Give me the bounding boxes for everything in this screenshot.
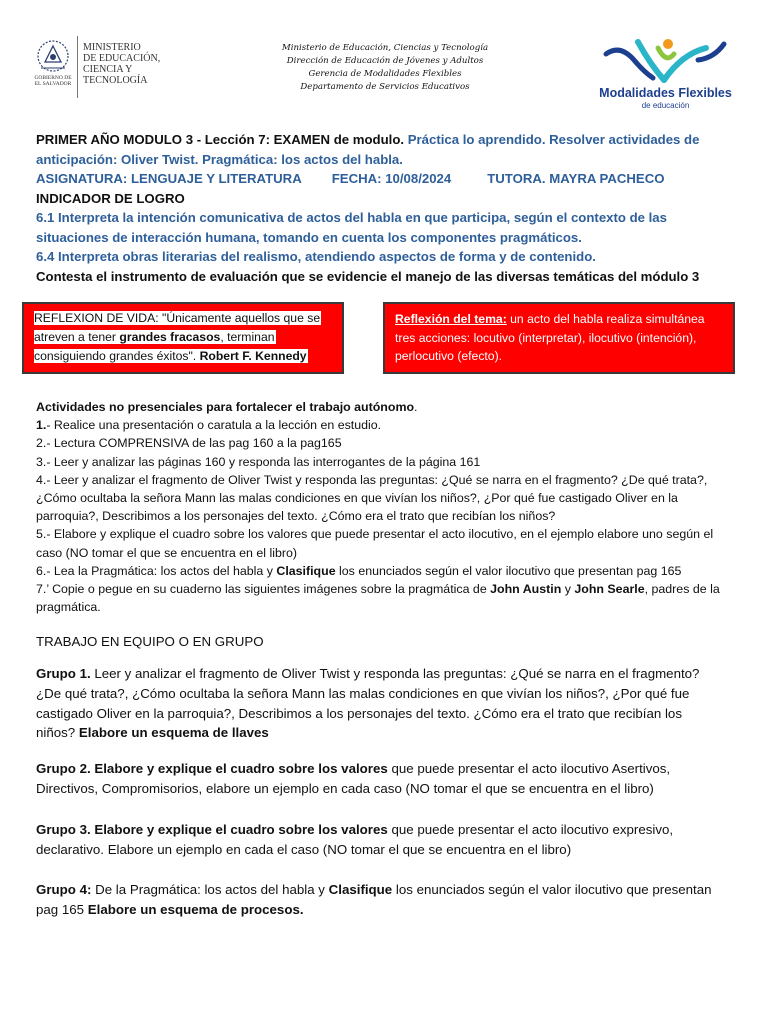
list-item-cont: caso (NO tomar el que se encuentra en el libro) [36, 545, 298, 560]
list-item: 2.- Lectura COMPRENSIVA de las pag 160 a la pag165 [36, 436, 342, 451]
group-task: Elabore un esquema de llaves [78, 725, 269, 741]
list-item-cont: pragmática. [36, 600, 101, 615]
achievement-indicator-heading: INDICADOR DE LOGRO [36, 190, 185, 206]
group-text: declarativo. Elabore un ejemplo en cada el caso (NO tomar el que se encuentra en el libro) [36, 841, 572, 857]
lesson-title [36, 130, 736, 286]
ministry-name [83, 42, 160, 86]
activities-list [36, 398, 736, 616]
activity-text: 6.- Lea la Pragmática: los actos del habla y [36, 563, 277, 578]
group-text: Leer y analizar el fragmento de Oliver Twist y responda las preguntas: ¿Qué se narra en el fragmento? [90, 666, 700, 681]
activity-text: los enunciados según el valor ilocutivo que presentan pag 165 [335, 563, 682, 578]
activities-heading: Actividades no presenciales para fortalecer el trabajo autónomo [36, 400, 415, 414]
ministry-line: MINISTERIO [83, 42, 141, 53]
activity-text: y [561, 582, 575, 597]
topic-reflection-box [383, 302, 735, 374]
center-header [260, 42, 510, 94]
group-label: Grupo 1. [36, 666, 91, 681]
list-item: 3.- Leer y analizar las páginas 160 y responda las interrogantes de la página 161 [36, 454, 481, 469]
list-item: 5.- Elabore y explique el cuadro sobre los valores que puede presentar el acto ilocutivo, en el ejemplo elabore uno según el [36, 527, 714, 542]
logo-title: Modalidades Flexibles [599, 86, 732, 100]
life-reflection-bold: grandes fracasos [119, 330, 221, 344]
indicator-6-1: 6.1 Interpreta la intención comunicativa de actos del habla en que participa, según el contexto de las [36, 210, 667, 225]
group-text: Directivos, Compromisorios, elabore un ejemplo en cada caso (NO tomar el que se encuentra en el libro) [36, 780, 654, 796]
lesson-title-bold: PRIMER AÑO MODULO 3 - Lección 7: EXAMEN de modulo. [36, 132, 405, 147]
topic-reflection-line: perlocutivo (efecto). [395, 349, 503, 363]
group-4 [36, 880, 741, 920]
subject-line [36, 169, 736, 189]
lesson-title-line2: anticipación: Oliver Twist. Pragmática: los actos del habla. [36, 151, 403, 167]
life-reflection-box [22, 302, 344, 374]
group-label: Grupo 3. [36, 822, 91, 837]
activity-bold: John Austin [490, 582, 562, 597]
group-label: Grupo 2. [36, 761, 91, 776]
list-item [36, 562, 736, 580]
logo-subtitle: de educación [641, 101, 690, 110]
group-work-heading: TRABAJO EN EQUIPO O EN GRUPO [36, 634, 264, 649]
group-text: que puede presentar el acto ilocutivo expresivo, [387, 822, 674, 837]
group-task: Clasifique [328, 882, 393, 897]
life-reflection-text: consiguiendo grandes éxitos". [34, 349, 200, 363]
group-1 [36, 664, 741, 743]
activity-number: 1. [36, 418, 47, 433]
group-text: castigado Oliver en la parroquia?, Describimos a los personajes del texto. ¿Cómo era el trato que recibían los [36, 705, 682, 721]
group-task: Elabore y explique el cuadro sobre los valores [90, 761, 388, 776]
group-task: Elabore un esquema de procesos. [87, 901, 304, 917]
government-seal [32, 38, 74, 100]
lesson-title-blue: Práctica lo aprendido. Resolver actividades de [404, 132, 700, 147]
group-3 [36, 820, 741, 860]
indicator-6-4: 6.4 Interpreta obras literarias del realismo, atendiendo aspectos de forma y de contenido. [36, 249, 596, 264]
center-header-line: Dirección de Educación de Jóvenes y Adultos [286, 56, 484, 66]
indicator-6-1-cont: situaciones de interacción humana, tomando en cuenta los componentes pragmáticos. [36, 229, 582, 245]
activity-text: 7.’ Copie o pegue en su cuaderno las siguientes imágenes sobre la pragmática de [36, 582, 491, 597]
life-reflection-text: , terminan [220, 330, 275, 344]
group-text: ¿De qué trata?, ¿Cómo ocultaba la señora Mann las malas condiciones en que vivían los niños?, ¿Por qué fue [36, 685, 690, 701]
group-task: Elabore y explique el cuadro sobre los valores [90, 822, 388, 837]
center-header-line: Ministerio de Educación, Ciencias y Tecnología [281, 43, 489, 53]
group-label: Grupo 4: [36, 882, 92, 897]
instructions: Contesta el instrumento de evaluación que se evidencie el manejo de las diversas temáticas del módulo 3 [36, 268, 700, 284]
group-2 [36, 759, 741, 799]
life-reflection-text: atreven a tener [34, 330, 120, 344]
list-item [36, 416, 736, 434]
seal-caption-line: EL SALVADOR [34, 81, 72, 87]
topic-reflection-title: Reflexión del tema: [395, 312, 507, 326]
activity-bold: John Searle [574, 582, 645, 597]
activity-text: - Realice una presentación o caratula a la lección en estudio. [46, 418, 382, 433]
group-text: pag 165 [36, 901, 88, 917]
center-header-line: Gerencia de Modalidades Flexibles [308, 69, 462, 79]
tutor: TUTORA. MAYRA PACHECO [487, 171, 665, 186]
subject: ASIGNATURA: LENGUAJE Y LITERATURA [36, 171, 302, 186]
ministry-line: CIENCIA Y [83, 64, 133, 75]
group-text: los enunciados según el valor ilocutivo que presentan [392, 882, 712, 897]
topic-reflection-line: tres acciones: locutivo (interpretar), ilocutivo (intención), [395, 330, 697, 345]
list-item: 4.- Leer y analizar el fragmento de Oliver Twist y responda las preguntas: ¿Qué se narra en el fragmento? ¿De qué trata?, [36, 472, 708, 487]
ministry-line: DE EDUCACIÓN, [83, 53, 161, 64]
activities-heading-dot: . [414, 400, 418, 414]
seal-caption-line: GOBIERNO DE [34, 75, 72, 81]
center-header-line: Departamento de Servicios Educativos [300, 82, 470, 92]
header-divider [77, 36, 78, 98]
activity-text: , padres de la [644, 582, 720, 597]
list-item-cont: ¿Cómo ocultaba la señora Mann las malas condiciones en que vivían los niños?, ¿Por qué fue castigado Oliver en la [36, 491, 678, 506]
group-text: De la Pragmática: los actos del habla y [91, 882, 329, 897]
group-text: que puede presentar el acto ilocutivo Asertivos, [387, 761, 671, 776]
list-item-cont: parroquia?, Describimos a los personajes del texto. ¿Cómo era el trato que recibían los niños? [36, 509, 556, 524]
ministry-line: TECNOLOGÍA [83, 75, 148, 86]
life-reflection-line: REFLEXION DE VIDA: "Únicamente aquellos que se [34, 311, 321, 325]
topic-reflection-text: un acto del habla realiza simultánea [506, 312, 705, 326]
group-text: niños? [36, 725, 79, 741]
coat-of-arms-icon [36, 38, 70, 74]
date: FECHA: 10/08/2024 [331, 171, 452, 186]
quote-author: Robert F. Kennedy [199, 349, 307, 363]
activity-bold: Clasifique [276, 563, 336, 578]
list-item [36, 580, 736, 598]
